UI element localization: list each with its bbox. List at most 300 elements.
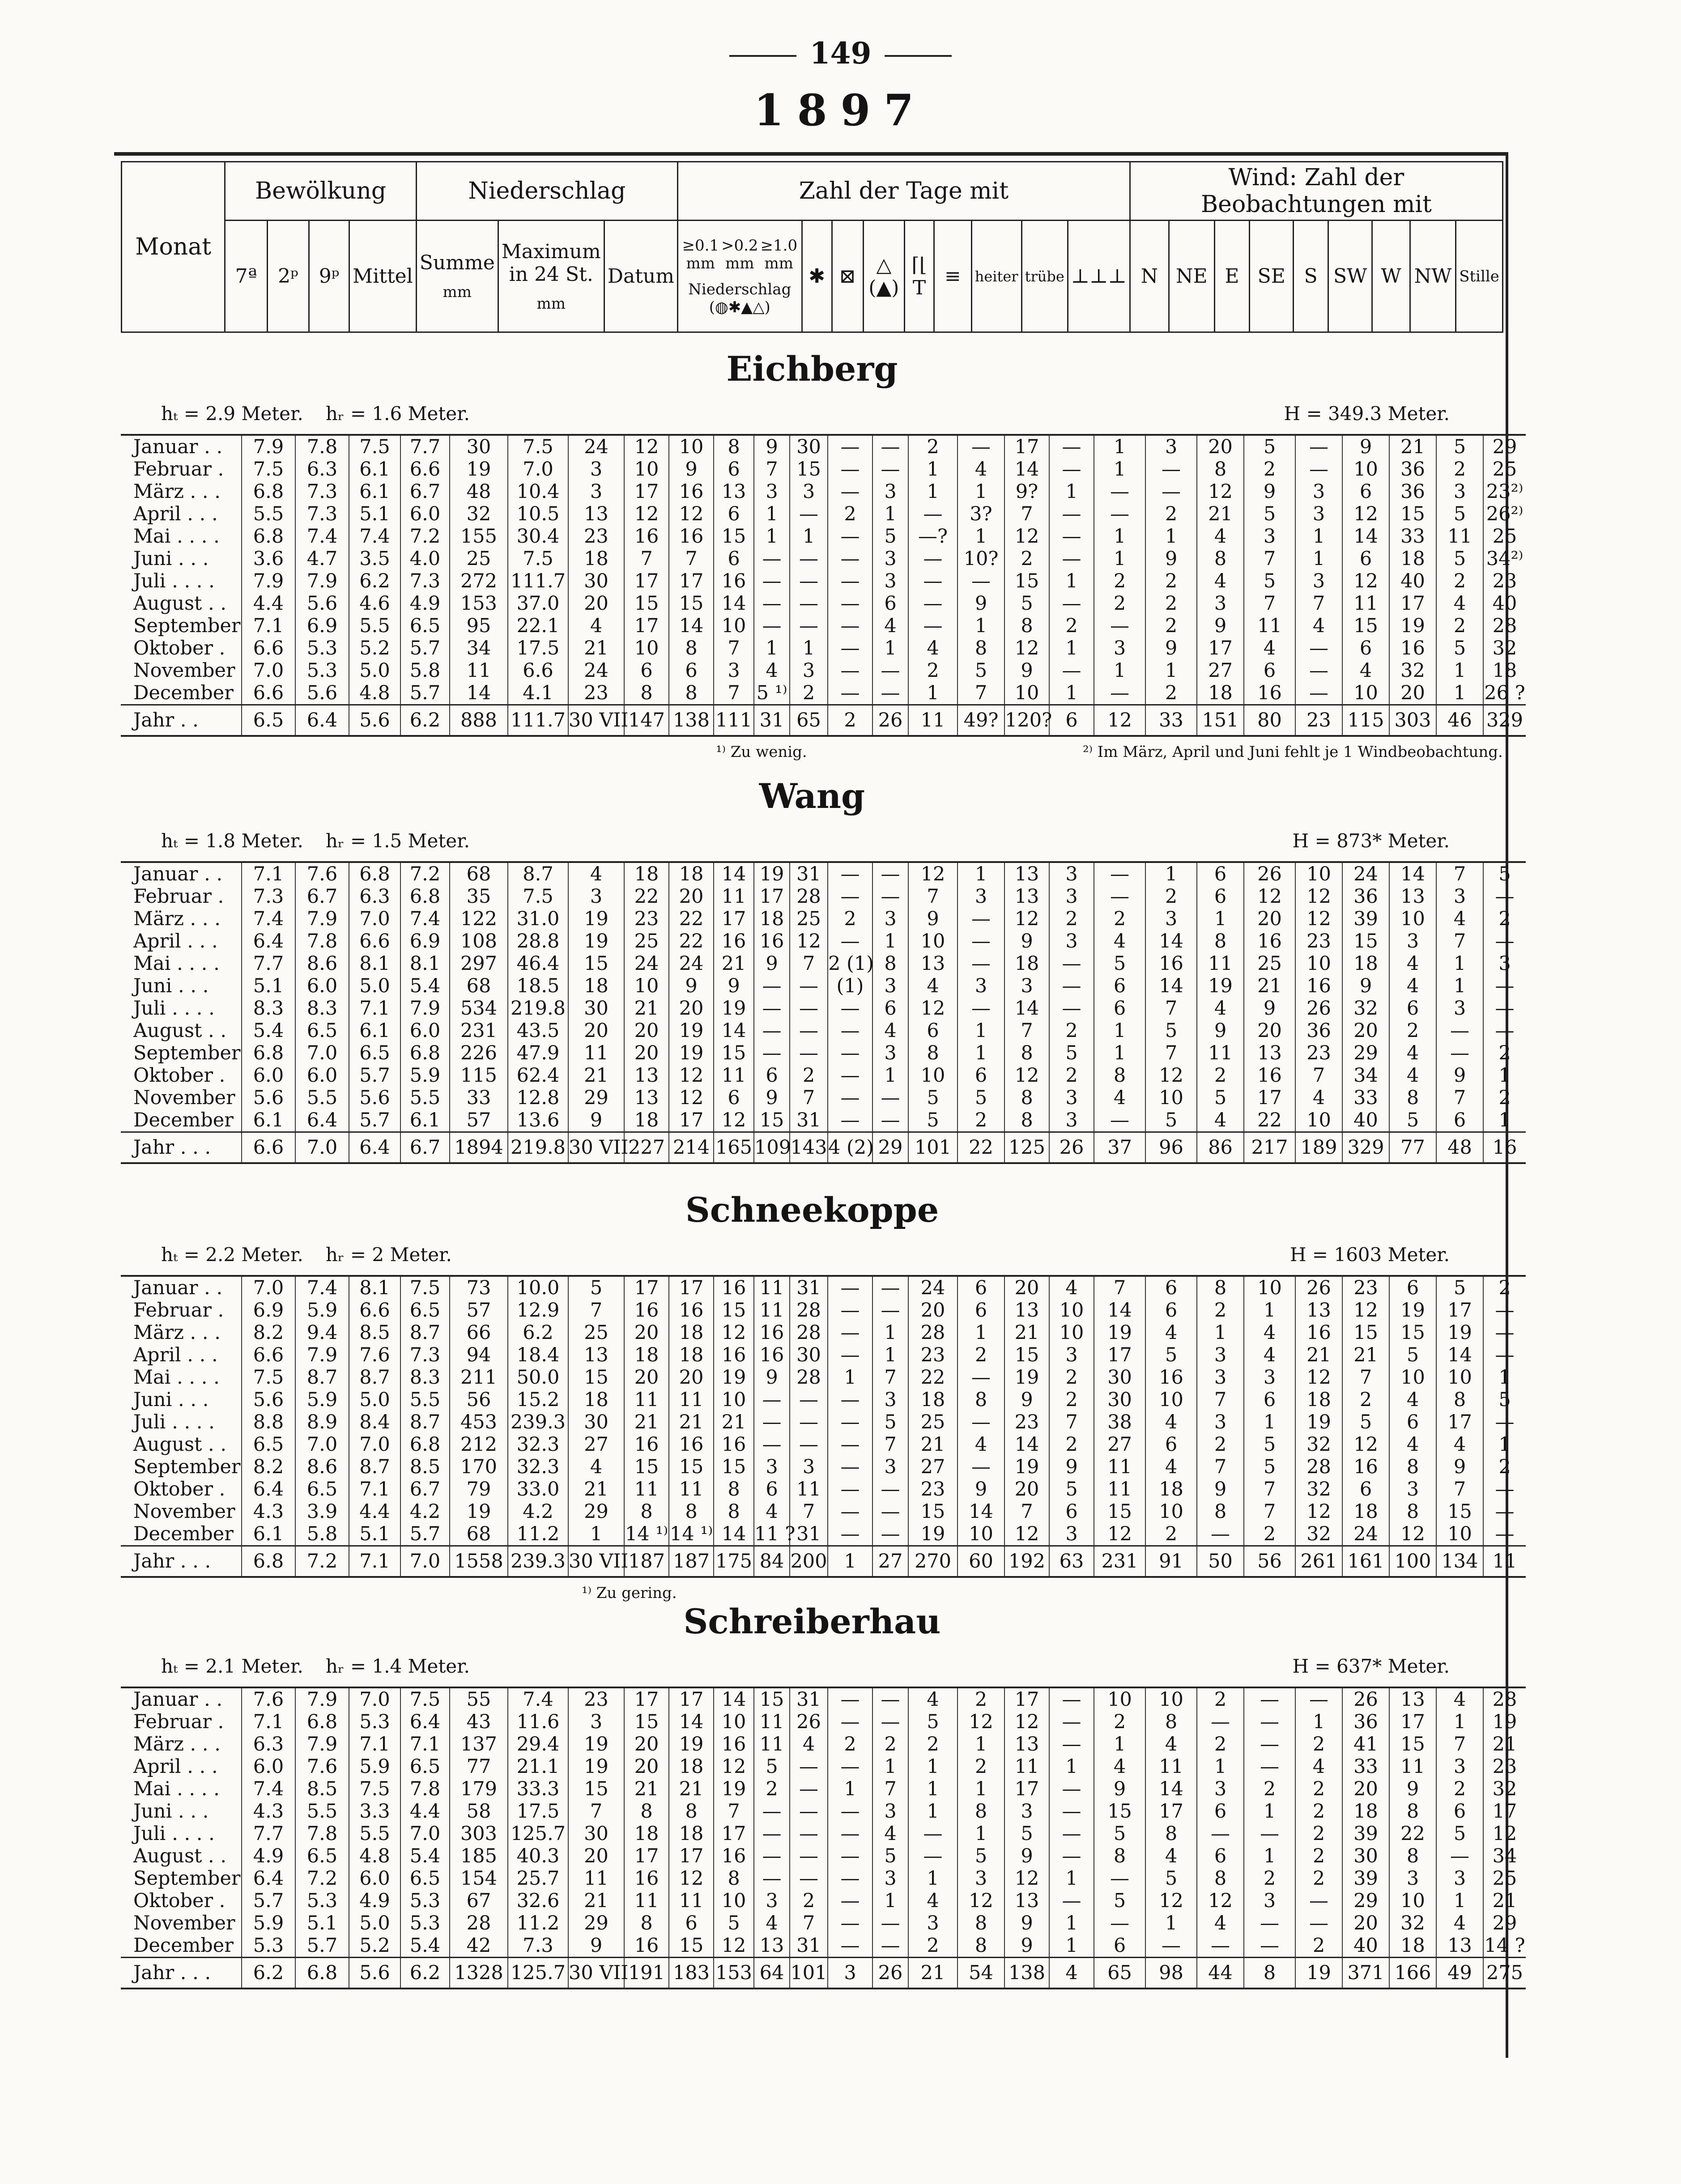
value-cell: 17 [1145,1800,1197,1823]
value-cell: 32 [450,503,508,525]
month-row [121,885,1526,908]
value-cell: 23 [908,1478,958,1500]
value-cell: — [1295,682,1342,705]
value-cell: 29 [568,1500,624,1523]
value-cell: 111.7 [508,705,568,736]
value-cell: 47.9 [508,1042,568,1064]
value-cell: 2 [1049,615,1094,637]
value-cell: 2 [1483,1456,1526,1478]
value-cell: 16 [714,570,754,592]
value-cell: 8 [624,1912,669,1934]
value-cell: 7 [872,1433,908,1456]
value-cell: 8 [1004,1109,1049,1132]
value-cell: 9 [1197,1478,1244,1500]
value-cell: 7.8 [295,435,349,458]
value-cell: 6 [1244,1389,1295,1411]
value-cell: 5.3 [295,637,349,659]
value-cell: 14 [714,592,754,615]
wind-col-header: S [1294,221,1328,332]
value-cell: 7.1 [400,1733,450,1755]
value-cell: 57 [450,1299,508,1321]
value-cell: 12 [1295,1500,1342,1523]
value-cell: 23 [1004,1411,1049,1433]
value-cell: 16 [669,1433,714,1456]
value-cell: 23 [1295,930,1342,952]
value-cell: — [828,862,872,885]
value-cell: 101 [790,1958,828,1989]
value-cell: 40.3 [508,1845,568,1867]
value-cell: 8 [624,682,669,705]
value-cell: 37.0 [508,592,568,615]
value-cell: 12 [958,1890,1004,1912]
value-cell: — [790,1823,828,1845]
value-cell: 21 [1244,975,1295,997]
value-cell: 5.7 [349,1064,400,1087]
value-cell: 44 [1197,1958,1244,1989]
value-cell: — [1436,1042,1483,1064]
value-cell: 147 [624,705,669,736]
value-cell: 11 [624,1389,669,1411]
value-cell: 4 (2) [828,1132,872,1164]
value-cell: — [790,1755,828,1778]
value-cell: 3.3 [349,1800,400,1823]
value-cell: 30 [568,570,624,592]
value-cell: 33 [450,1087,508,1109]
value-cell: 9 [1004,659,1049,682]
value-cell: 217 [1244,1132,1295,1164]
value-cell: — [754,1389,790,1411]
month-label: Juni . . . [133,548,209,570]
value-cell: 15 [714,1042,754,1064]
value-cell: 4.9 [242,1845,295,1867]
value-cell: 41 [1342,1733,1389,1755]
value-cell: 6 [669,659,714,682]
value-cell: 9 [1004,1934,1049,1958]
station-hr: hᵣ = 1.4 Meter. [325,1655,470,1677]
month-row [121,1934,1526,1958]
nied-col-header [416,221,498,332]
value-cell: 14 [669,615,714,637]
value-cell: 1 [754,525,790,548]
value-cell: 1 [872,1755,908,1778]
value-cell: 7.3 [242,885,295,908]
value-cell: 3 [1436,1867,1483,1890]
value-cell: — [958,1456,1004,1478]
value-cell: 36 [1342,885,1389,908]
value-cell: 3 [790,1456,828,1478]
value-cell: 68 [450,975,508,997]
value-cell: 32 [1389,659,1436,682]
value-cell: 1 [1436,1711,1483,1733]
value-cell: 3 [1197,1344,1244,1366]
value-cell: 10.4 [508,480,568,503]
month-row [121,1456,1526,1478]
value-cell: 13 [568,1344,624,1366]
value-cell: 6.4 [242,1478,295,1500]
value-cell: 7.2 [295,1546,349,1577]
value-cell: 7 [1145,997,1197,1020]
value-cell: 10 [1145,1389,1197,1411]
value-cell: 4 [1244,1321,1295,1344]
value-cell: 8 [714,435,754,458]
value-cell: 2 [908,1733,958,1755]
value-cell: — [754,1020,790,1042]
value-cell: 8.5 [349,1321,400,1344]
value-cell: 534 [450,997,508,1020]
value-cell: 14 [714,1523,754,1546]
value-cell: 4 [872,1823,908,1845]
wind-col-header: W [1372,221,1410,332]
month-row [121,1064,1526,1087]
value-cell: — [828,1389,872,1411]
value-cell: 16 [624,1299,669,1321]
value-cell: 4 [1436,1912,1483,1934]
value-cell: 16 [1145,1366,1197,1389]
value-cell: 7.5 [242,458,295,480]
value-cell: 5.3 [349,1711,400,1733]
value-cell: 1894 [450,1132,508,1164]
value-cell: 21 [1483,1733,1526,1755]
value-cell: 1 [1049,570,1094,592]
value-cell: 33.0 [508,1478,568,1500]
value-cell: 111.7 [508,570,568,592]
value-cell: 3 [1145,435,1197,458]
value-cell: 96 [1145,1132,1197,1164]
value-cell: 5.9 [295,1389,349,1411]
value-cell: — [1244,1755,1295,1778]
month-label: Jahr . . . [121,1958,242,1989]
value-cell: 9 [1197,615,1244,637]
value-cell: 6.4 [400,1711,450,1733]
value-cell: 11 [754,1276,790,1299]
value-cell: 303 [1389,705,1436,736]
value-cell: 12 [1094,705,1145,736]
value-cell: 4 [1342,659,1389,682]
value-cell: 19 [1389,615,1436,637]
value-cell: — [828,1042,872,1064]
value-cell: — [1049,952,1094,975]
value-cell: 5 [1436,637,1483,659]
value-cell: 1 [1049,480,1094,503]
month-label: Jahr . . [121,705,242,736]
value-cell: 8.7 [295,1366,349,1389]
value-cell: 18 [1004,952,1049,975]
value-cell: 37 [1094,1132,1145,1164]
value-cell: 25 [450,548,508,570]
value-cell: 22 [624,885,669,908]
value-cell: 32 [1483,1778,1526,1800]
value-cell: 3 [1049,1344,1094,1366]
value-cell: 3 [872,1800,908,1823]
value-cell: — [790,1433,828,1456]
value-cell: 19 [568,1755,624,1778]
value-cell: 11 [669,1890,714,1912]
value-cell: 3 [908,1912,958,1934]
value-cell: 2 [1094,908,1145,930]
value-cell: 227 [624,1132,669,1164]
value-cell: 30 VII [568,1958,624,1989]
value-cell: 30 [790,435,828,458]
value-cell: 4.8 [349,1845,400,1867]
value-cell: 2 [828,503,872,525]
value-cell: 16 [1483,1132,1526,1164]
value-cell: 3 [1049,930,1094,952]
value-cell: 23 [1483,1755,1526,1778]
value-cell: 11 [1094,1456,1145,1478]
value-cell: — [1244,1711,1295,1733]
nied-unit: mm [443,283,472,301]
value-cell: 17 [669,1109,714,1132]
value-cell: 12 [1197,480,1244,503]
value-cell: 6.6 [242,682,295,705]
value-cell: 18 [624,1344,669,1366]
station-hr: hᵣ = 1.6 Meter. [325,403,470,425]
value-cell: 12 [1389,1523,1436,1546]
value-cell: 1 [958,1321,1004,1344]
value-cell: 5 [1049,1478,1094,1500]
value-cell: 25.7 [508,1867,568,1890]
value-cell: 1 [1094,435,1145,458]
value-cell: 5 [1244,503,1295,525]
value-cell: — [790,1800,828,1823]
value-cell: — [754,1823,790,1845]
value-cell: 6 [1436,1800,1483,1823]
value-cell: 11 [754,1733,790,1755]
value-cell: 27 [1197,659,1244,682]
station-table [121,434,1526,737]
value-cell: 1 [1094,659,1145,682]
value-cell: 7.0 [295,1132,349,1164]
value-cell: 2 [828,908,872,930]
value-cell: 2 [1145,682,1197,705]
value-cell: 17 [624,480,669,503]
value-cell: 6.7 [295,885,349,908]
value-cell: 10 [1004,682,1049,705]
value-cell: 2 [1244,1778,1295,1800]
value-cell: 12 [669,1064,714,1087]
value-cell: 20 [908,1299,958,1321]
value-cell: 5 [1145,1020,1197,1042]
value-cell: 6.5 [295,1020,349,1042]
value-cell: 1 [1436,682,1483,705]
value-cell: 26 [872,705,908,736]
value-cell: — [1094,682,1145,705]
value-cell: 4.9 [400,592,450,615]
month-label: Juni . . . [133,1389,209,1411]
value-cell: 6.1 [349,458,400,480]
value-cell: — [828,1500,872,1523]
value-cell: 4 [1389,952,1436,975]
value-cell: 1 [872,503,908,525]
value-cell: 4 [754,659,790,682]
value-cell: 8.3 [295,997,349,1020]
value-cell: 15 [1389,1321,1436,1344]
value-cell: 17 [1004,1687,1049,1711]
value-cell: 1 [958,1823,1004,1845]
month-row [121,1411,1526,1433]
value-cell: 26 [1295,997,1342,1020]
value-cell: 1 [1049,637,1094,659]
month-label: März . . . [133,480,221,503]
value-cell: 6.1 [349,1020,400,1042]
wind-col-header: N [1130,221,1169,332]
value-cell: 17 [1094,1344,1145,1366]
value-cell: 261 [1295,1546,1342,1577]
value-cell: 9.4 [295,1321,349,1344]
value-cell: — [1436,1020,1483,1042]
value-cell: 4 [1145,1411,1197,1433]
value-cell: 1 [958,1733,1004,1755]
value-cell: 2 [1049,1020,1094,1042]
value-cell: 8 [872,952,908,975]
value-cell: 7.4 [295,1276,349,1299]
value-cell: 115 [1342,705,1389,736]
value-cell: — [754,997,790,1020]
value-cell: 6 [1197,885,1244,908]
value-cell: — [1049,659,1094,682]
value-cell: 3 [714,659,754,682]
value-cell: — [1049,548,1094,570]
value-cell: 17 [1389,592,1436,615]
value-cell: 4.4 [349,1500,400,1523]
value-cell: 5 [1436,548,1483,570]
value-cell: 2 [1483,1042,1526,1064]
value-cell: 13 [714,480,754,503]
value-cell: 15 [1389,1733,1436,1755]
value-cell: 2 [1145,1523,1197,1546]
jahr-row [121,1132,1526,1164]
value-cell: 1 [1244,1800,1295,1823]
value-cell: — [1197,1823,1244,1845]
value-cell: 66 [450,1321,508,1344]
value-cell: 20 [624,1755,669,1778]
value-cell: 2 [1145,503,1197,525]
value-cell: 3 [1436,885,1483,908]
value-cell: 94 [450,1344,508,1366]
value-cell: 20 [1004,1478,1049,1500]
value-cell: 31 [790,1934,828,1958]
value-cell: 21 [1483,1890,1526,1912]
value-cell: 1 [1295,525,1342,548]
value-cell: 12 [1004,1867,1049,1890]
value-cell: — [1483,1321,1526,1344]
value-cell: 13 [568,503,624,525]
value-cell: 68 [450,862,508,885]
value-cell: 153 [714,1958,754,1989]
value-cell: 1 [872,637,908,659]
value-cell: 65 [790,705,828,736]
value-cell: 15 [754,1687,790,1711]
value-cell: 8 [714,1500,754,1523]
value-cell: 272 [450,570,508,592]
value-cell: 275 [1483,1958,1526,1989]
value-cell: 6 [1145,1276,1197,1299]
value-cell: 9 [568,1109,624,1132]
value-cell: 8 [669,637,714,659]
value-cell: 4 [1145,1456,1197,1478]
value-cell: 7.1 [349,1478,400,1500]
value-cell: — [908,570,958,592]
month-row [121,1389,1526,1411]
value-cell: — [1483,1020,1526,1042]
value-cell: 18 [624,862,669,885]
value-cell: — [872,659,908,682]
value-cell: 11 [1389,1755,1436,1778]
value-cell: 1 [958,862,1004,885]
month-label: Mai . . . . [133,952,220,975]
value-cell: 20 [669,1366,714,1389]
value-cell: 6 [958,1064,1004,1087]
value-cell: 8.1 [349,952,400,975]
month-label: April . . . [133,1755,218,1778]
value-cell: 8.3 [400,1366,450,1389]
value-cell: 7 [790,1500,828,1523]
value-cell: — [790,975,828,997]
value-cell: — [1295,458,1342,480]
value-cell: 22 [669,908,714,930]
value-cell: 34 [1342,1064,1389,1087]
value-cell: 134 [1436,1546,1483,1577]
value-cell: 17 [624,1276,669,1299]
value-cell: — [872,885,908,908]
value-cell: 12 [958,1711,1004,1733]
value-cell: 5.9 [400,1064,450,1087]
value-cell: — [828,885,872,908]
month-label: August . . [133,1020,226,1042]
jahr-row [121,1958,1526,1989]
value-cell: 6.6 [242,1132,295,1164]
value-cell: 18 [754,908,790,930]
value-cell: — [958,908,1004,930]
station-ht: hₜ = 2.2 Meter. [161,1244,303,1266]
value-cell: 6.0 [349,1867,400,1890]
value-cell: 137 [450,1733,508,1755]
footnote: ²⁾ Im März, April und Juni fehlt je 1 Windbeobachtung. [1083,743,1503,761]
value-cell: — [958,435,1004,458]
value-cell: 10.0 [508,1276,568,1299]
value-cell: 8 [669,1800,714,1823]
value-cell: 3 [872,975,908,997]
value-cell: 33.3 [508,1778,568,1800]
page-year: 1897 [753,85,928,136]
month-row [121,503,1526,525]
value-cell: 19 [568,1733,624,1755]
value-cell: 7 [1244,548,1295,570]
value-cell: 6.9 [295,615,349,637]
value-cell: 17 [669,1687,714,1711]
station-title: Schneekoppe [685,1190,939,1230]
value-cell: 153 [450,592,508,615]
value-cell: 125.7 [508,1958,568,1989]
value-cell: — [1483,1299,1526,1321]
value-cell: 21 [624,1411,669,1433]
value-cell: 33 [1342,1755,1389,1778]
value-cell: — [1049,1800,1094,1823]
value-cell: 9 [1094,1778,1145,1800]
value-cell: 7.4 [242,1778,295,1800]
value-cell: 5 [1004,1823,1049,1845]
value-cell: 154 [450,1867,508,1890]
value-cell: 20 [624,1366,669,1389]
value-cell: 16 [624,1433,669,1456]
value-cell: 4 [1436,592,1483,615]
value-cell: 12 [624,435,669,458]
value-cell: 5.7 [400,637,450,659]
value-cell: 21 [714,1411,754,1433]
value-cell: 4 [754,1500,790,1523]
value-cell: 11 ? [754,1523,796,1545]
value-cell: 2 [1049,1433,1094,1456]
